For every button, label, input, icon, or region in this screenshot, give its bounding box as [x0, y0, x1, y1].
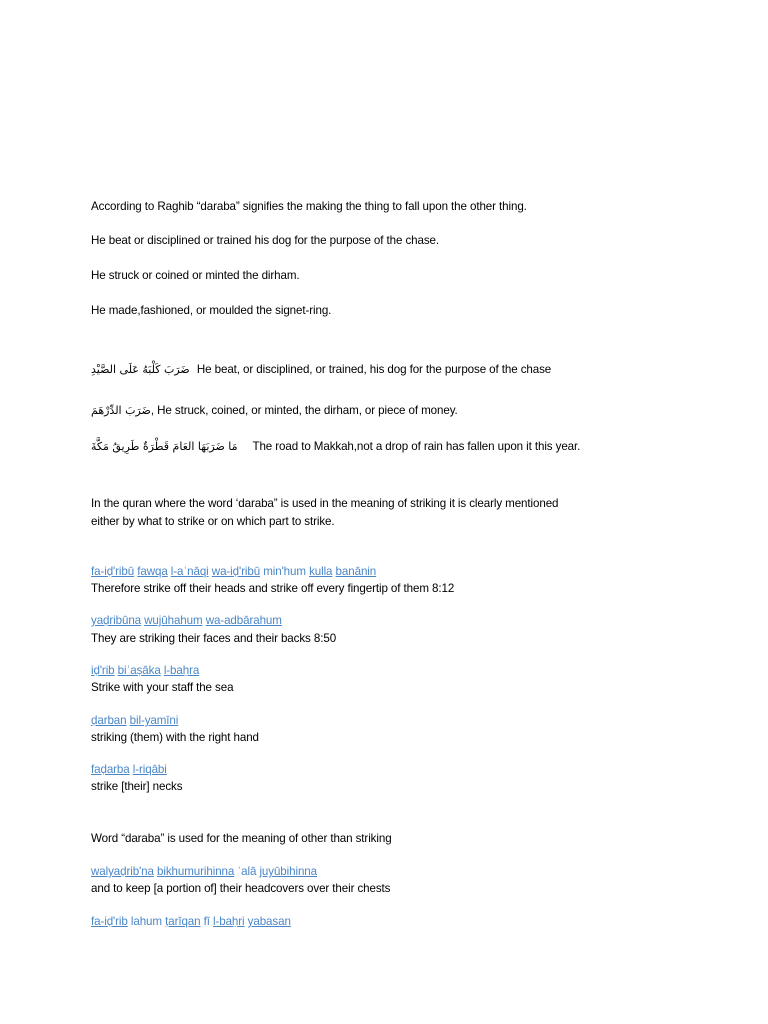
arabic-line-3 [91, 440, 580, 454]
word-link[interactable]: l-baḥri [213, 915, 245, 928]
paragraph-struck-dirham: He struck or coined or minted the dirham. [91, 269, 300, 282]
word-token: ʿalā [237, 865, 257, 878]
arabic-translation: He beat, or disciplined, or trained, his dog for the purpose of the chase [196, 363, 552, 376]
verse-transliteration [91, 714, 178, 728]
word-link[interactable]: fa-iḍ'ribū [91, 565, 135, 578]
word-link[interactable]: juyūbihinna [259, 865, 317, 878]
word-token: fī [203, 915, 210, 928]
arabic-line-2 [91, 404, 458, 418]
word-token: min'hum [263, 565, 306, 578]
arabic-phrase: ضَرَبَ الدِّرْهَمَ [91, 404, 151, 417]
word-link[interactable]: kulla [309, 565, 333, 578]
word-link[interactable]: wujūhahum [144, 614, 203, 627]
verse-transliteration [91, 565, 376, 579]
verse-transliteration [91, 763, 167, 777]
word-link[interactable]: iḍ'rib [91, 664, 115, 677]
word-link[interactable]: wa-iḍ'ribū [211, 565, 261, 578]
verse-translation: striking (them) with the right hand [91, 731, 259, 744]
verse-transliteration [91, 915, 291, 929]
word-link[interactable]: walyaḍrib'na [91, 865, 154, 878]
verse-transliteration [91, 614, 282, 628]
word-link[interactable]: yaḍribūna [91, 614, 142, 627]
word-token: lahum [130, 915, 162, 928]
intro-line-2: either by what to strike or on which part to strike. [91, 515, 335, 528]
paragraph-beat-dog: He beat or disciplined or trained his dog for the purpose of the chase. [91, 234, 440, 247]
verse-translation: Strike with your staff the sea [91, 681, 234, 694]
word-link[interactable]: fawqa [137, 565, 168, 578]
paragraph-signet-ring: He made,fashioned, or moulded the signet-ring. [91, 304, 332, 317]
verse-translation: Therefore strike off their heads and strike off every fingertip of them 8:12 [91, 582, 455, 595]
paragraph-raghib-definition: According to Raghib “daraba” signifies the making the thing to fall upon the other thing. [91, 200, 527, 213]
word-link[interactable]: faḍarba [91, 763, 130, 776]
word-link[interactable]: l-aʿnāqi [170, 565, 209, 578]
word-link[interactable]: l-baḥra [163, 664, 200, 677]
arabic-translation: The road to Makkah,not a drop of rain has fallen upon it this year. [252, 440, 581, 453]
verse-translation: They are striking their faces and their backs 8:50 [91, 632, 337, 645]
word-link[interactable]: ṭarīqan [165, 915, 201, 928]
arabic-phrase: ضَرَبَ كَلْبَهُ عَلَى الصَّيْدِ [91, 363, 190, 376]
verse-translation: and to keep [a portion of] their headcovers over their chests [91, 882, 391, 895]
verse-transliteration [91, 865, 317, 879]
arabic-phrase: مَا ضَرَبَهَا العَامَ قَطْرَةٌ طَرِيقُ مَكَّةَ [91, 440, 238, 453]
verse-transliteration [91, 664, 199, 678]
arabic-line-1 [91, 363, 551, 377]
word-link[interactable]: bikhumurihinna [157, 865, 235, 878]
word-link[interactable]: bil-yamīni [129, 714, 179, 727]
other-meaning-heading: Word “daraba” is used for the meaning of other than striking [91, 832, 392, 845]
word-link[interactable]: yabasan [247, 915, 291, 928]
word-link[interactable]: banānin [335, 565, 377, 578]
arabic-translation: , He struck, coined, or minted, the dirham, or piece of money. [150, 404, 458, 417]
intro-line-1: In the quran where the word ‘daraba” is used in the meaning of striking it is clearly mentioned [91, 497, 559, 510]
verse-translation: strike [their] necks [91, 780, 183, 793]
word-link[interactable]: l-riqābi [132, 763, 167, 776]
word-link[interactable]: ḍarban [91, 714, 127, 727]
word-link[interactable]: fa-iḍ'rib [91, 915, 128, 928]
word-link[interactable]: biʿaṣāka [117, 664, 161, 677]
word-link[interactable]: wa-adbārahum [205, 614, 282, 627]
